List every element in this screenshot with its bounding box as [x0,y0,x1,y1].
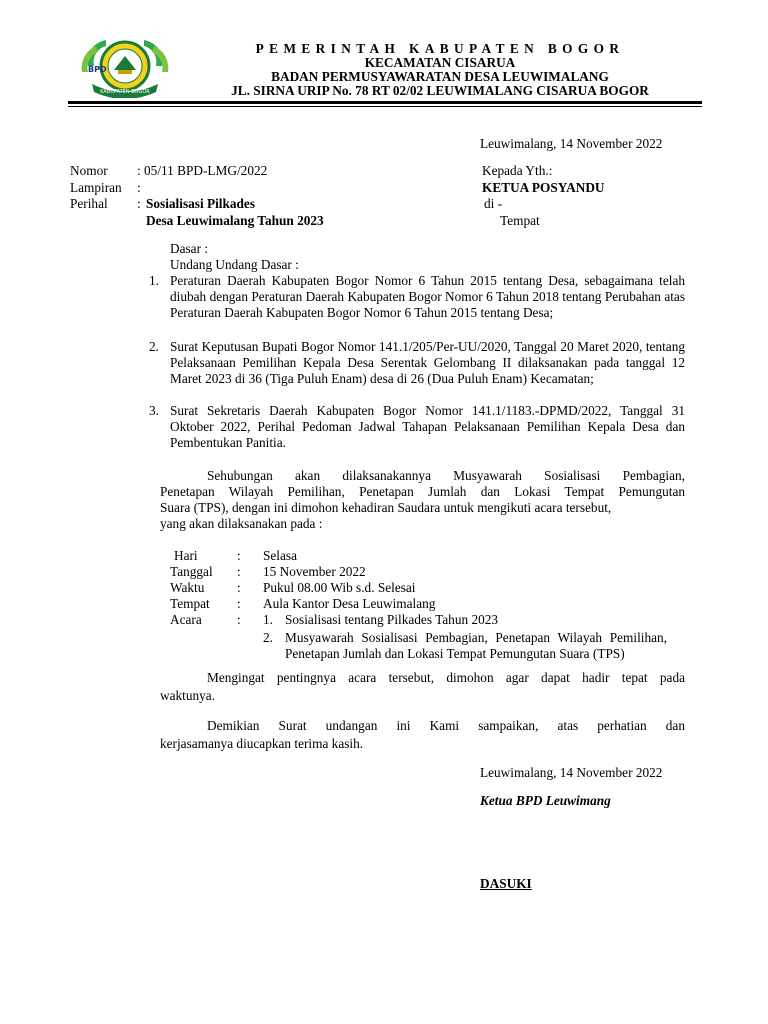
closing2-line2: kerjasamanya diucapkan terima kasih. [160,736,364,751]
basis-label: Dasar : [170,241,209,256]
basis-item-text: Peraturan Daerah Kabupaten Bogor Nomor 6 Tahun 2015 tentang Desa, sebagaimana telah diubah dengan Peraturan Daerah Kabupaten Bogor Nomor 6 Tahun 2018 tentang Perubahan atas Peraturan Daerah Kabupaten Bogor Nomor 6 Tahun 2015 tentang Desa; [170,273,685,320]
waktu-colon: : [237,580,241,595]
tanggal-colon: : [237,564,241,579]
closing2-line1: Demikian Surat undangan ini Kami sampaikan, atas perhatian dan [207,718,685,733]
basis-item-text: Surat Sekretaris Daerah Kabupaten Bogor Nomor 141.1/1183.-DPMD/2022, Tanggal 31 Oktober 2022, Perihal Pedoman Jadwal Tahapan Pelaksanaan Pemilihan Kepala Desa dan Pembentukan Panitia. [170,403,685,450]
logo-text: BPD [88,65,107,74]
tempat-label: Tempat [170,596,210,611]
intro-line3: Suara (TPS), dengan ini dimohon kehadiran Saudara untuk mengikuti acara tersebut, [160,500,612,515]
bpd-logo [76,36,174,98]
tempat-colon: : [237,596,241,611]
logo-ribbon-text: KABUPATEN BOGOR [100,89,150,95]
letterhead-rule-thin [68,106,702,107]
signature-title: Ketua BPD Leuwimang [480,793,611,808]
basis-item-num: 3. [149,403,159,418]
hari-value: Selasa [263,548,297,563]
basis-item-num: 1. [149,273,159,288]
intro-line1: Sehubungan akan dilaksanakannya Musyawarah Sosialisasi Pembagian, [207,468,685,483]
perihal-line1: Sosialisasi Pilkades [146,196,255,211]
recipient-place: Tempat [500,213,540,228]
hari-colon: : [237,548,241,563]
acara-colon: : [237,612,241,627]
agenda-item-num: 1. [263,612,273,627]
nomor-value: : 05/11 BPD-LMG/2022 [137,163,268,178]
tanggal-label: Tanggal [170,564,213,579]
hari-label: Hari [174,548,198,563]
intro-line2: Penetapan Wilayah Pemilihan, Penetapan Jumlah dan Lokasi Tempat Pemungutan [160,484,685,499]
recipient-di: di - [484,196,503,211]
waktu-value: Pukul 08.00 Wib s.d. Selesai [263,580,416,595]
letterhead-line1: PEMERINTAH KABUPATEN BOGOR [255,41,625,56]
perihal-line2: Desa Leuwimalang Tahun 2023 [146,213,324,228]
letterhead-line3: BADAN PERMUSYAWARATAN DESA LEUWIMALANG [271,69,609,84]
intro-line4: yang akan dilaksanakan pada : [160,516,323,531]
acara-label: Acara [170,612,202,627]
tanggal-value: 15 November 2022 [263,564,366,579]
tempat-value: Aula Kantor Desa Leuwimalang [263,596,436,611]
recipient-to: Kepada Yth.: [482,163,553,178]
basis-item-num: 2. [149,339,159,354]
basis-uud: Undang Undang Dasar : [170,257,299,272]
signature-name: DASUKI [480,876,532,891]
perihal-colon: : [137,196,141,211]
perihal-label: Perihal [70,196,108,211]
closing1-line1: Mengingat pentingnya acara tersebut, dimohon agar dapat hadir tepat pada [207,670,685,685]
letterhead-rule-thick [68,101,702,104]
agenda-item-text: Musyawarah Sosialisasi Pembagian, Penetapan Wilayah Pemilihan, Penetapan Jumlah dan Lokasi Tempat Pemungutan Suara (TPS) [285,630,667,661]
letterhead-line4: JL. SIRNA URIP No. 78 RT 02/02 LEUWIMALANG CISARUA BOGOR [231,83,649,98]
waktu-label: Waktu [170,580,205,595]
lampiran-value: : [137,180,141,195]
lampiran-label: Lampiran [70,180,122,195]
recipient-name: KETUA POSYANDU [482,180,605,195]
basis-item-text: Surat Keputusan Bupati Bogor Nomor 141.1/205/Per-UU/2020, Tanggal 20 Maret 2020, tentang Pelaksanaan Pemilihan Kepala Desa Serentak Gelombang II dilaksanakan pada tanggal 12 Maret 2023 di 36 (Tiga Puluh Enam) desa di 26 (Dua Puluh Enam) Kecamatan; [170,339,685,386]
agenda-item-text: Sosialisasi tentang Pilkades Tahun 2023 [285,612,499,627]
agenda-item-num: 2. [263,630,273,645]
signature-place-date: Leuwimalang, 14 November 2022 [480,765,663,780]
letterhead-line2: KECAMATAN CISARUA [364,55,516,70]
nomor-label: Nomor [70,163,108,178]
closing1-line2: waktunya. [160,688,216,703]
place-date: Leuwimalang, 14 November 2022 [480,136,663,151]
